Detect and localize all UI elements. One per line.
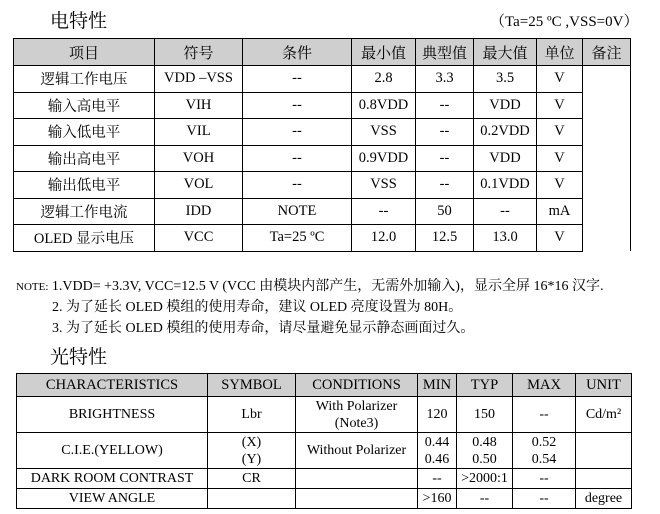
cell-max: 13.0 (474, 225, 537, 252)
header-max: 最大值 (474, 39, 537, 66)
header-item: 项目 (14, 39, 155, 66)
cell-min: 12.0 (352, 225, 416, 252)
cell-max: -- (474, 198, 537, 225)
cell-typ: -- (416, 92, 474, 119)
cell-typ: -- (457, 489, 513, 509)
cell-conditions: Without Polarizer (296, 433, 418, 469)
table-row (14, 198, 631, 225)
cell-typ: >2000:1 (457, 469, 513, 489)
table-row (17, 397, 632, 433)
header-typ: 典型值 (416, 39, 474, 66)
cell-max (513, 433, 576, 469)
cell-max: -- (513, 469, 576, 489)
header-max: MAX (513, 374, 576, 397)
cell-max: VDD (474, 92, 537, 119)
cell-characteristic: DARK ROOM CONTRAST (17, 469, 208, 489)
cell-unit: V (537, 172, 583, 199)
cell-unit: V (537, 119, 583, 146)
cell-symbol: CR (208, 469, 296, 489)
cell-max: 0.2VDD (474, 119, 537, 146)
cell-unit (576, 469, 632, 489)
cell-unit: V (537, 145, 583, 172)
cell-min: -- (352, 198, 416, 225)
cell-unit: degree (576, 489, 632, 509)
cell-min: -- (418, 469, 457, 489)
conditions-line-2: (Note3) (334, 415, 379, 431)
header-characteristics: CHARACTERISTICS (17, 374, 208, 397)
table-row (14, 225, 631, 252)
header-symbol: 符号 (155, 39, 243, 66)
table-row (17, 469, 632, 489)
note-3: 3. 为了延长 OLED 模组的使用寿命，请尽量避免显示静态画面过久。 (52, 321, 475, 336)
cell-symbol: VIL (155, 119, 243, 146)
cell-conditions (296, 397, 418, 433)
electrical-conditions: （Ta=25 ºC ,VSS=0V） (490, 14, 639, 30)
cell-typ: 3.3 (416, 66, 474, 93)
typ-x: 0.48 (472, 434, 497, 450)
cell-min: VSS (352, 172, 416, 199)
cell-max: -- (513, 397, 576, 433)
symbol-y: (Y) (241, 451, 262, 467)
cell-condition: -- (243, 66, 352, 93)
cell-item: OLED 显示电压 (14, 225, 155, 252)
cell-symbol (208, 433, 296, 469)
electrical-characteristics-table (13, 38, 631, 252)
cell-conditions (296, 469, 418, 489)
cell-characteristic: C.I.E.(YELLOW) (17, 433, 208, 469)
header-unit: 单位 (537, 39, 583, 66)
cell-symbol (208, 489, 296, 509)
table-row (17, 489, 632, 509)
cell-typ: 50 (416, 198, 474, 225)
header-unit: UNIT (576, 374, 632, 397)
min-x: 0.44 (424, 434, 450, 450)
header-typ: TYP (457, 374, 513, 397)
cell-symbol: VIH (155, 92, 243, 119)
cell-conditions (296, 489, 418, 509)
cell-symbol: VOL (155, 172, 243, 199)
electrical-section-title: 电特性 (50, 11, 108, 32)
cell-max: -- (513, 489, 576, 509)
table-row (14, 119, 631, 146)
table-row (14, 172, 631, 199)
cell-condition: -- (243, 172, 352, 199)
cell-characteristic: BRIGHTNESS (17, 397, 208, 433)
table-header-row (17, 374, 632, 397)
cell-symbol: VDD –VSS (155, 66, 243, 93)
cell-typ: -- (416, 172, 474, 199)
header-conditions: CONDITIONS (296, 374, 418, 397)
cell-min: 2.8 (352, 66, 416, 93)
cell-unit: Cd/m² (576, 397, 632, 433)
table-row (14, 66, 631, 93)
note-1-text: 1.VDD= +3.3V, VCC=12.5 V (VCC 由模块内部产生，无需外加输入)，显示全屏 16*16 汉字. (51, 279, 604, 294)
header-symbol: SYMBOL (208, 374, 296, 397)
cell-min: 0.9VDD (352, 145, 416, 172)
cell-condition: -- (243, 119, 352, 146)
cell-unit: V (537, 66, 583, 93)
table-row (14, 145, 631, 172)
cell-typ (457, 433, 513, 469)
cell-unit: V (537, 92, 583, 119)
cell-unit: V (537, 225, 583, 252)
cell-max: 3.5 (474, 66, 537, 93)
cell-min: >160 (418, 489, 457, 509)
cell-condition: -- (243, 92, 352, 119)
header-min: MIN (418, 374, 457, 397)
symbol-x: (X) (241, 434, 262, 450)
header-condition: 条件 (243, 39, 352, 66)
max-y: 0.54 (531, 451, 557, 467)
cell-min (418, 433, 457, 469)
cell-symbol: VCC (155, 225, 243, 252)
cell-max: 0.1VDD (474, 172, 537, 199)
cell-typ: -- (416, 119, 474, 146)
cell-item: 输入低电平 (14, 119, 155, 146)
cell-min: 120 (418, 397, 457, 433)
cell-symbol: VOH (155, 145, 243, 172)
table-row (17, 433, 632, 469)
cell-item: 输出低电平 (14, 172, 155, 199)
note-1 (16, 275, 603, 295)
cell-item: 输出高电平 (14, 145, 155, 172)
optical-characteristics-table (16, 373, 632, 509)
cell-unit (576, 433, 632, 469)
cell-symbol: IDD (155, 198, 243, 225)
cell-condition: Ta=25 ºC (243, 225, 352, 252)
cell-typ: -- (416, 145, 474, 172)
header-min: 最小值 (352, 39, 416, 66)
max-x: 0.52 (531, 434, 557, 450)
cell-typ: 150 (457, 397, 513, 433)
cell-typ: 12.5 (416, 225, 474, 252)
cell-condition: -- (243, 145, 352, 172)
cell-symbol: Lbr (208, 397, 296, 433)
cell-item: 输入高电平 (14, 92, 155, 119)
cell-condition: NOTE (243, 198, 352, 225)
optical-section-title: 光特性 (50, 347, 108, 368)
table-header-row (14, 39, 631, 66)
note-2: 2. 为了延长 OLED 模组的使用寿命，建议 OLED 亮度设置为 80H。 (52, 300, 463, 315)
cell-item: 逻辑工作电流 (14, 198, 155, 225)
conditions-line-1: With Polarizer (315, 398, 398, 414)
table-row (14, 92, 631, 119)
note-label: NOTE: (16, 281, 49, 293)
min-y: 0.46 (424, 451, 450, 467)
cell-min: VSS (352, 119, 416, 146)
cell-unit: mA (537, 198, 583, 225)
cell-item: 逻辑工作电压 (14, 66, 155, 93)
cell-min: 0.8VDD (352, 92, 416, 119)
cell-max: VDD (474, 145, 537, 172)
header-notes: 备注 (583, 39, 631, 66)
typ-y: 0.50 (472, 451, 497, 467)
cell-characteristic: VIEW ANGLE (17, 489, 208, 509)
cell-notes (583, 66, 631, 252)
